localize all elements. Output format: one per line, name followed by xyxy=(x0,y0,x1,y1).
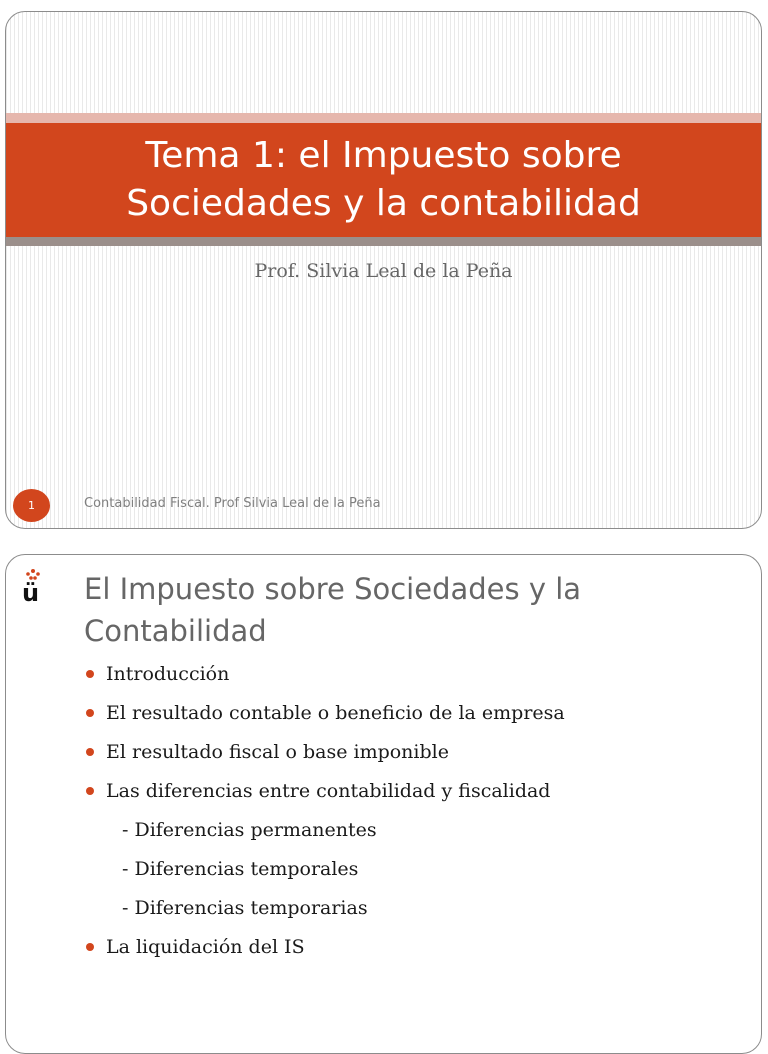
content-slide xyxy=(5,554,762,1054)
title-band-top xyxy=(6,113,761,123)
bullet-item xyxy=(86,739,565,778)
slide-title xyxy=(104,132,664,228)
sub-item-text: - Diferencias temporales xyxy=(122,858,359,880)
bullet-dot-icon xyxy=(86,748,94,756)
bullet-item xyxy=(86,934,565,973)
bullet-dot-icon xyxy=(86,709,94,717)
university-logo xyxy=(22,569,44,609)
sub-item-text: - Diferencias permanentes xyxy=(122,819,377,841)
title-slide xyxy=(5,11,762,529)
slide-heading xyxy=(84,568,644,652)
bullet-item xyxy=(86,661,565,700)
logo-letter: ü xyxy=(22,579,40,607)
bullet-text: El resultado contable o beneficio de la empresa xyxy=(106,702,565,724)
sub-item xyxy=(86,817,565,856)
bullet-dot-icon xyxy=(86,943,94,951)
sub-item xyxy=(86,856,565,895)
slide-footer: Contabilidad Fiscal. Prof Silvia Leal de la Peña xyxy=(84,496,381,511)
bullet-list xyxy=(86,661,565,973)
sub-item-text: - Diferencias temporarias xyxy=(122,897,368,919)
slide-heading-line2: Contabilidad xyxy=(84,614,267,648)
slide-title-line1: Tema 1: el Impuesto sobre xyxy=(145,135,622,176)
slide-subtitle: Prof. Silvia Leal de la Peña xyxy=(254,260,513,282)
title-band-bottom xyxy=(6,237,761,246)
bullet-item xyxy=(86,778,565,817)
slide-title-line2: Sociedades y la contabilidad xyxy=(126,183,641,224)
slide-heading-line1: El Impuesto sobre Sociedades y la xyxy=(84,572,582,606)
bullet-dot-icon xyxy=(86,787,94,795)
bullet-text: El resultado fiscal o base imponible xyxy=(106,741,449,763)
bullet-item xyxy=(86,700,565,739)
sub-item xyxy=(86,895,565,934)
bullet-text: Introducción xyxy=(106,663,230,685)
bullet-text: La liquidación del IS xyxy=(106,936,305,958)
bullet-dot-icon xyxy=(86,670,94,678)
slide-number-badge: 1 xyxy=(13,489,50,522)
bullet-text: Las diferencias entre contabilidad y fiscalidad xyxy=(106,780,551,802)
title-band xyxy=(6,123,761,237)
